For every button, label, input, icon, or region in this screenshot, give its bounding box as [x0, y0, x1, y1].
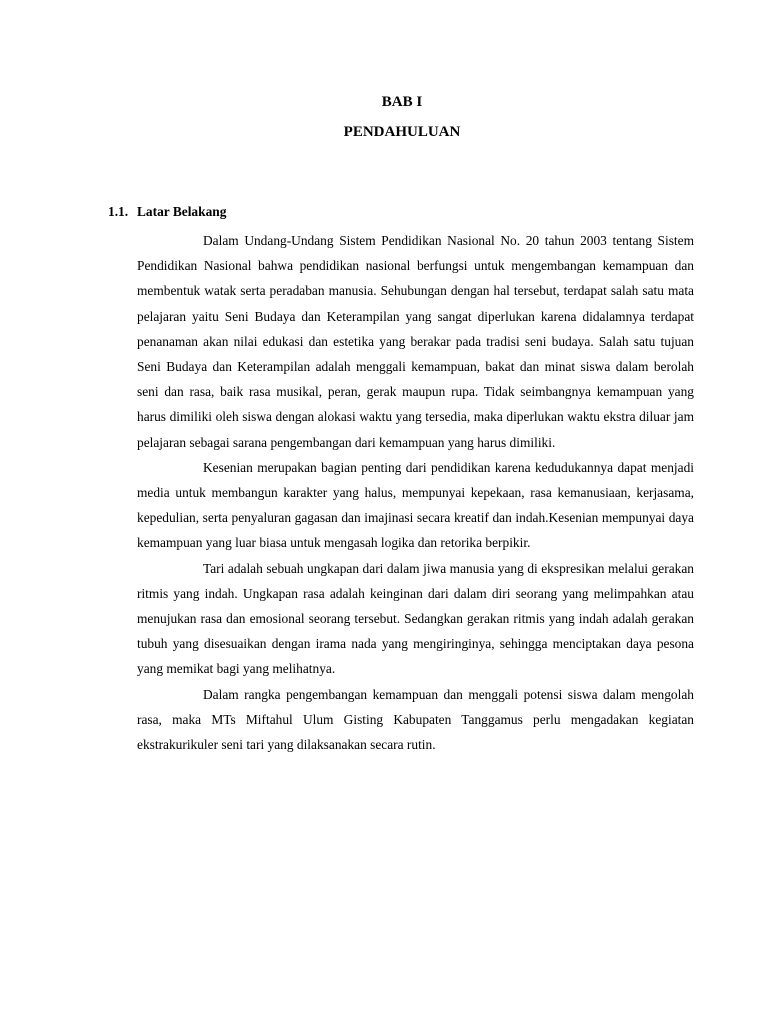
section-title: Latar Belakang [137, 204, 227, 219]
paragraph: Tari adalah sebuah ungkapan dari dalam jiwa manusia yang di ekspresikan melalui gerakan ritmis yang indah. Ungkapan rasa adalah keinginan dari dalam diri seorang yang melimpahkan atau menujukan rasa dan emosional seorang tersebut. Sedangkan gerakan ritmis yang indah adalah gerakan tubuh yang disesuaikan dengan irama nada yang mengiringinya, sehingga menciptakan daya pesona yang memikat bagi yang melihatnya. [137, 560, 694, 677]
chapter-title: PENDAHULUAN [343, 124, 461, 140]
section-number: 1.1. [108, 204, 129, 219]
paragraph: Dalam Undang-Undang Sistem Pendidikan Nasional No. 20 tahun 2003 tentang Sistem Pendidikan Nasional bahwa pendidikan nasional berfungsi untuk mengembangan kemampuan dan membentuk watak serta peradaban manusia. Sehubungan dengan hal tersebut, terdapat salah satu mata pelajaran yaitu Seni Budaya dan Keterampilan yang sangat diperlukan karena didalamnya terdapat penanaman akan nilai edukasi dan estetika yang berakar pada tradisi seni budaya. Salah satu tujuan Seni Budaya dan Keterampilan adalah menggali kemampuan, bakat dan minat siswa dalam berolah seni dan rasa, baik rasa musikal, peran, gerak maupun rupa. Tidak seimbangnya kemampuan yang harus dimiliki oleh siswa dengan alokasi waktu yang tersedia, maka diperlukan waktu ekstra diluar jam pelajaran sebagai sarana pengembangan dari kemampuan yang harus dimiliki. [137, 233, 694, 450]
chapter-number: BAB I [381, 94, 423, 110]
paragraph: Dalam rangka pengembangan kemampuan dan menggali potensi siswa dalam mengolah rasa, maka MTs Miftahul Ulum Gisting Kabupaten Tanggamus perlu mengadakan kegiatan ekstrakurikuler seni tari yang dilaksanakan secara rutin. [137, 686, 694, 753]
section-heading [108, 204, 226, 220]
paragraph: Kesenian merupakan bagian penting dari pendidikan karena kedudukannya dapat menjadi media untuk membangun karakter yang halus, mempunyai kepekaan, rasa kemanusiaan, kerjasama, kepedulian, serta penyaluran gagasan dan imajinasi secara kreatif dan indah.Kesenian mempunyai daya kemampuan yang luar biasa untuk mengasah logika dan retorika berpikir. [137, 459, 694, 551]
section-body [137, 228, 694, 757]
